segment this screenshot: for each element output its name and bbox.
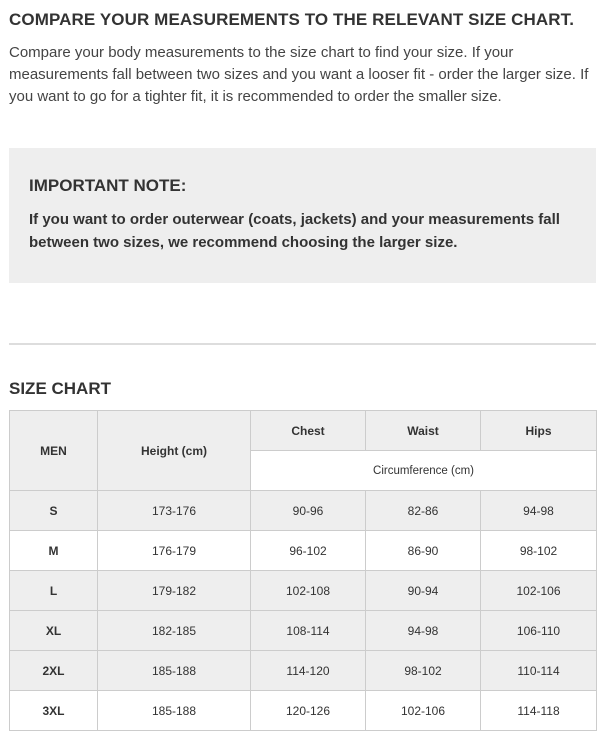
size-label: M <box>10 531 98 571</box>
header-height: Height (cm) <box>98 411 251 491</box>
chest-value: 90-96 <box>251 491 366 531</box>
height-value: 185-188 <box>98 651 251 691</box>
size-chart-title: SIZE CHART <box>9 379 111 398</box>
height-value: 179-182 <box>98 571 251 611</box>
table-row <box>10 651 597 691</box>
hips-value: 106-110 <box>481 611 597 651</box>
header-chest: Chest <box>251 411 366 451</box>
waist-value: 98-102 <box>366 651 481 691</box>
chest-value: 96-102 <box>251 531 366 571</box>
hips-value: 110-114 <box>481 651 597 691</box>
header-hips: Hips <box>481 411 597 451</box>
size-label: L <box>10 571 98 611</box>
size-label: 2XL <box>10 651 98 691</box>
size-label: XL <box>10 611 98 651</box>
chest-value: 120-126 <box>251 691 366 731</box>
waist-value: 102-106 <box>366 691 481 731</box>
hips-value: 114-118 <box>481 691 597 731</box>
table-row <box>10 571 597 611</box>
chest-value: 108-114 <box>251 611 366 651</box>
header-waist: Waist <box>366 411 481 451</box>
header-circumference: Circumference (cm) <box>251 451 597 491</box>
table-row <box>10 691 597 731</box>
table-row <box>10 491 597 531</box>
note-text: If you want to order outerwear (coats, jackets) and your measurements fall between two sizes, we recommend choosing the larger size. <box>29 211 560 251</box>
height-value: 185-188 <box>98 691 251 731</box>
page-headline: COMPARE YOUR MEASUREMENTS TO THE RELEVANT SIZE CHART. <box>9 10 575 29</box>
waist-value: 82-86 <box>366 491 481 531</box>
note-title: IMPORTANT NOTE: <box>29 176 187 195</box>
hips-value: 98-102 <box>481 531 597 571</box>
size-chart-table <box>9 410 597 731</box>
waist-value: 94-98 <box>366 611 481 651</box>
height-value: 182-185 <box>98 611 251 651</box>
size-label: 3XL <box>10 691 98 731</box>
header-men: MEN <box>10 411 98 491</box>
waist-value: 86-90 <box>366 531 481 571</box>
hips-value: 102-106 <box>481 571 597 611</box>
height-value: 176-179 <box>98 531 251 571</box>
important-note-box <box>9 148 596 283</box>
intro-paragraph: Compare your body measurements to the size chart to find your size. If your measurements fall between two sizes and you want a looser fit - order the larger size. If you want to go for a tighter fit, it is recommended to order the smaller size. <box>9 44 589 105</box>
table-row <box>10 531 597 571</box>
size-label: S <box>10 491 98 531</box>
hips-value: 94-98 <box>481 491 597 531</box>
chest-value: 114-120 <box>251 651 366 691</box>
section-divider <box>9 343 596 345</box>
table-row <box>10 611 597 651</box>
chest-value: 102-108 <box>251 571 366 611</box>
waist-value: 90-94 <box>366 571 481 611</box>
height-value: 173-176 <box>98 491 251 531</box>
